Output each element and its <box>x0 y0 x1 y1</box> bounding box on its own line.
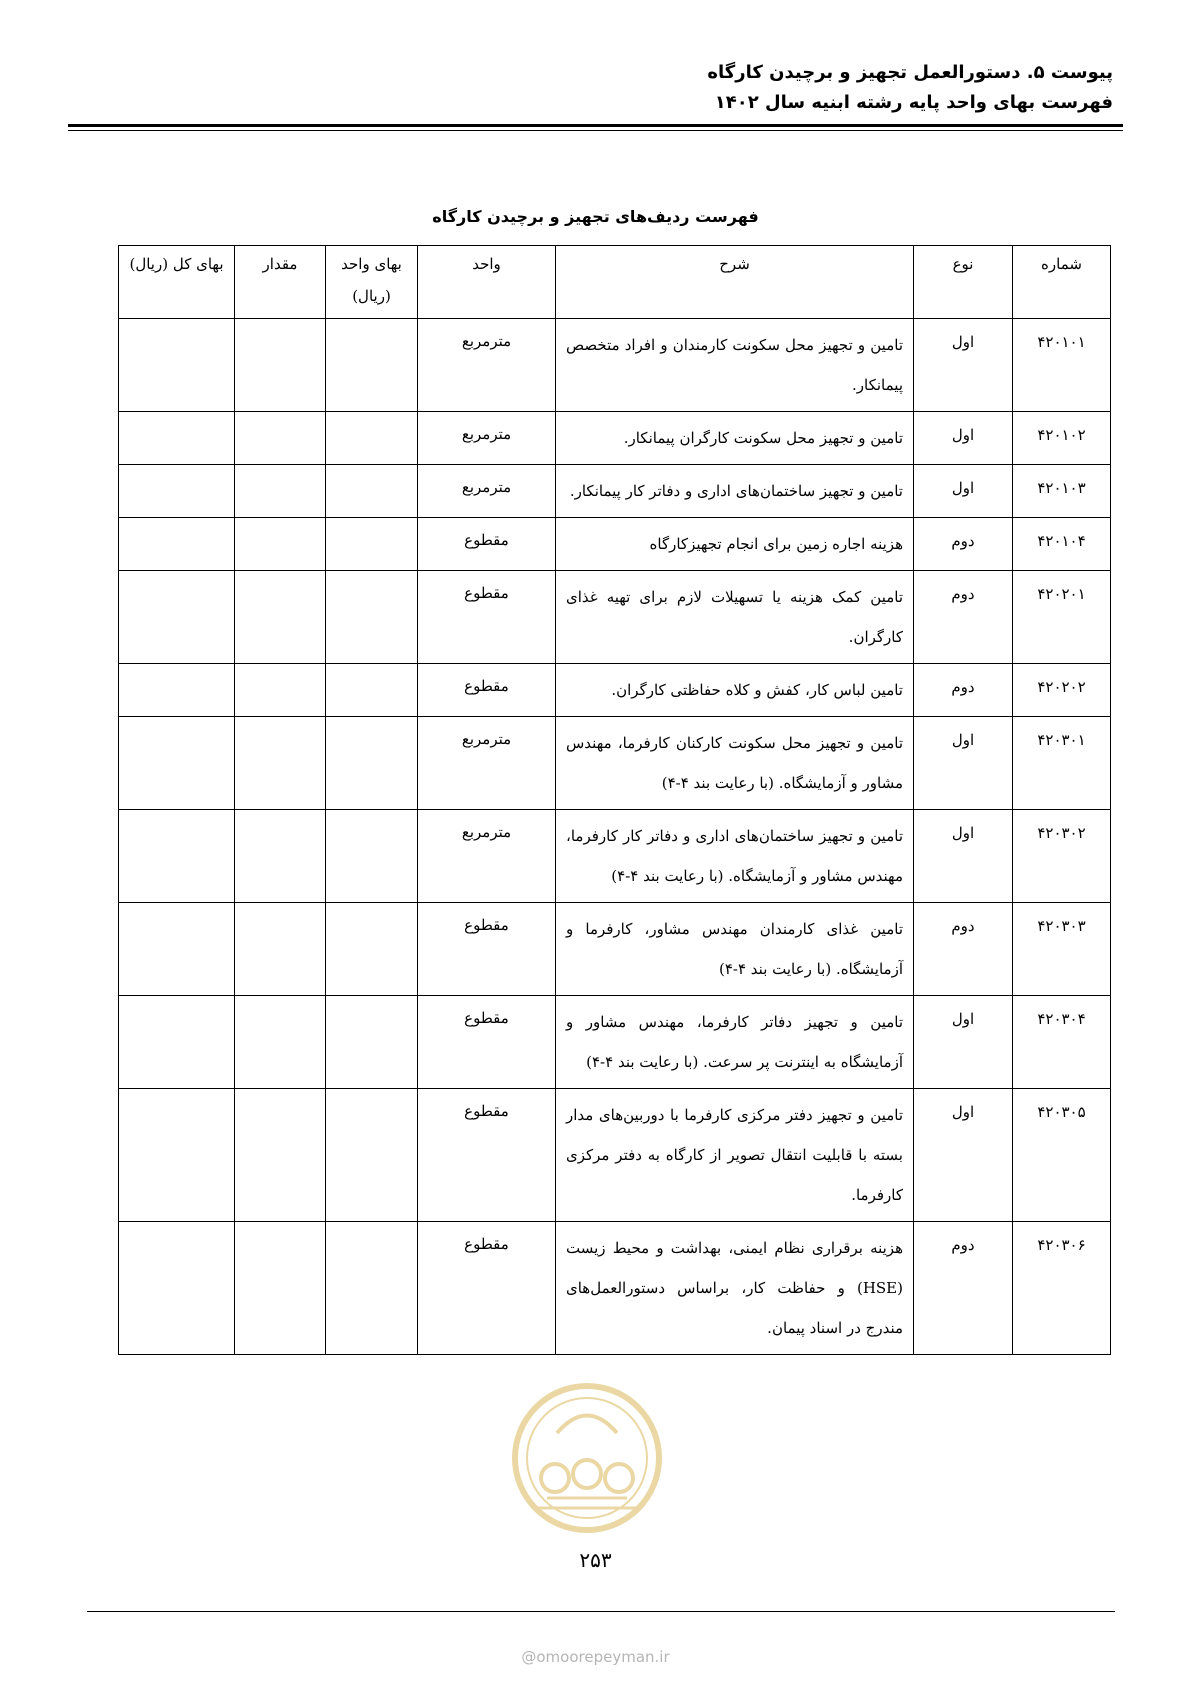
row-quantity <box>235 1089 326 1222</box>
row-quantity <box>235 465 326 518</box>
row-unit: مقطوع <box>418 518 556 571</box>
table-header-row <box>119 246 1111 319</box>
page-number: ۲۵۳ <box>579 1548 612 1572</box>
table-row <box>119 717 1111 810</box>
table-title: فهرست ردیف‌های تجهیز و برچیدن کارگاه <box>432 207 759 226</box>
col-quantity: مقدار <box>235 246 326 319</box>
row-type: دوم <box>914 518 1013 571</box>
col-unit: واحد <box>418 246 556 319</box>
page-header <box>68 58 1123 131</box>
row-unit: مترمربع <box>418 319 556 412</box>
row-quantity <box>235 717 326 810</box>
row-description: تامین و تجهیز دفاتر کارفرما، مهندس مشاور و آزمایشگاه به اینترنت پر سرعت. (با رعایت بند ۴-۴) <box>556 996 914 1089</box>
row-total-price <box>119 810 235 903</box>
row-description: تامین غذای کارمندان مهندس مشاور، کارفرما و آزمایشگاه. (با رعایت بند ۴-۴) <box>556 903 914 996</box>
row-quantity <box>235 664 326 717</box>
row-unit-price <box>326 412 418 465</box>
table-row <box>119 465 1111 518</box>
table-row <box>119 996 1111 1089</box>
row-quantity <box>235 319 326 412</box>
row-description: تامین کمک هزینه یا تسهیلات لازم برای تهیه غذای کارگران. <box>556 571 914 664</box>
row-unit: مترمربع <box>418 412 556 465</box>
col-unit-price: بهای واحد (ریال) <box>326 246 418 319</box>
footer-url: @omoorepeyman.ir <box>521 1648 670 1666</box>
col-description: شرح <box>556 246 914 319</box>
row-unit-price <box>326 664 418 717</box>
header-rule-thick <box>68 124 1123 127</box>
row-total-price <box>119 903 235 996</box>
row-description: تامین و تجهیز دفتر مرکزی کارفرما با دوربین‌های مدار بسته با قابلیت انتقال تصویر از کارگاه به دفتر مرکزی کارفرما. <box>556 1089 914 1222</box>
row-unit: مقطوع <box>418 996 556 1089</box>
row-type: دوم <box>914 664 1013 717</box>
row-unit-price <box>326 571 418 664</box>
row-quantity <box>235 996 326 1089</box>
row-number: ۴۲۰۳۰۶ <box>1013 1222 1111 1355</box>
row-type: اول <box>914 465 1013 518</box>
row-quantity <box>235 810 326 903</box>
row-type: دوم <box>914 1222 1013 1355</box>
row-total-price <box>119 996 235 1089</box>
row-unit: مقطوع <box>418 1222 556 1355</box>
row-type: دوم <box>914 571 1013 664</box>
table-row <box>119 903 1111 996</box>
table-row <box>119 1089 1111 1222</box>
row-total-price <box>119 664 235 717</box>
row-type: اول <box>914 810 1013 903</box>
items-table <box>118 245 1111 1355</box>
row-description: تامین و تجهیز محل سکونت کارمندان و افراد متخصص پیمانکار. <box>556 319 914 412</box>
row-total-price <box>119 1089 235 1222</box>
watermark-logo <box>507 1378 667 1538</box>
row-type: اول <box>914 319 1013 412</box>
row-number: ۴۲۰۳۰۳ <box>1013 903 1111 996</box>
row-quantity <box>235 571 326 664</box>
col-total-price: بهای کل (ریال) <box>119 246 235 319</box>
row-unit-price <box>326 1222 418 1355</box>
row-number: ۴۲۰۳۰۴ <box>1013 996 1111 1089</box>
row-number: ۴۲۰۱۰۴ <box>1013 518 1111 571</box>
row-number: ۴۲۰۳۰۱ <box>1013 717 1111 810</box>
row-unit-price <box>326 903 418 996</box>
row-type: اول <box>914 412 1013 465</box>
row-total-price <box>119 465 235 518</box>
row-unit: مقطوع <box>418 664 556 717</box>
header-subtitle: فهرست بهای واحد پایه رشته ابنیه سال ۱۴۰۲ <box>714 92 1113 113</box>
row-description: تامین و تجهیز محل سکونت کارگران پیمانکار. <box>556 412 914 465</box>
header-title: پیوست ۵. دستورالعمل تجهیز و برچیدن کارگاه <box>707 62 1113 83</box>
row-unit-price <box>326 465 418 518</box>
row-description: هزینه برقراری نظام ایمنی، بهداشت و محیط زیست (HSE) و حفاظت کار، براساس دستورالعمل‌های مندرج در اسناد پیمان. <box>556 1222 914 1355</box>
row-total-price <box>119 1222 235 1355</box>
table-row <box>119 810 1111 903</box>
row-unit: مقطوع <box>418 903 556 996</box>
table-row <box>119 1222 1111 1355</box>
table-row <box>119 319 1111 412</box>
row-unit-price <box>326 1089 418 1222</box>
row-number: ۴۲۰۳۰۲ <box>1013 810 1111 903</box>
row-number: ۴۲۰۳۰۵ <box>1013 1089 1111 1222</box>
row-number: ۴۲۰۱۰۱ <box>1013 319 1111 412</box>
row-unit: مقطوع <box>418 571 556 664</box>
row-total-price <box>119 412 235 465</box>
row-unit-price <box>326 518 418 571</box>
row-number: ۴۲۰۱۰۲ <box>1013 412 1111 465</box>
row-description: تامین لباس کار، کفش و کلاه حفاظتی کارگران. <box>556 664 914 717</box>
row-total-price <box>119 717 235 810</box>
row-unit-price <box>326 319 418 412</box>
table-row <box>119 518 1111 571</box>
col-type: نوع <box>914 246 1013 319</box>
row-unit-price <box>326 717 418 810</box>
row-unit-price <box>326 810 418 903</box>
row-description: تامین و تجهیز ساختمان‌های اداری و دفاتر کار پیمانکار. <box>556 465 914 518</box>
row-description: تامین و تجهیز محل سکونت کارکنان کارفرما، مهندس مشاور و آزمایشگاه. (با رعایت بند ۴-۴) <box>556 717 914 810</box>
row-unit: مترمربع <box>418 810 556 903</box>
row-total-price <box>119 571 235 664</box>
row-number: ۴۲۰۱۰۳ <box>1013 465 1111 518</box>
table-row <box>119 664 1111 717</box>
row-unit-price <box>326 996 418 1089</box>
row-quantity <box>235 518 326 571</box>
table-row <box>119 571 1111 664</box>
row-description: هزینه اجاره زمین برای انجام تجهیزکارگاه <box>556 518 914 571</box>
footer-rule <box>87 1611 1115 1612</box>
row-type: دوم <box>914 903 1013 996</box>
col-number: شماره <box>1013 246 1111 319</box>
row-unit: مترمربع <box>418 465 556 518</box>
row-unit: مترمربع <box>418 717 556 810</box>
header-rule-thin <box>68 130 1123 131</box>
row-quantity <box>235 412 326 465</box>
row-quantity <box>235 903 326 996</box>
row-number: ۴۲۰۲۰۲ <box>1013 664 1111 717</box>
row-type: اول <box>914 1089 1013 1222</box>
row-total-price <box>119 518 235 571</box>
row-type: اول <box>914 717 1013 810</box>
table-row <box>119 412 1111 465</box>
row-total-price <box>119 319 235 412</box>
row-quantity <box>235 1222 326 1355</box>
row-description: تامین و تجهیز ساختمان‌های اداری و دفاتر کار کارفرما، مهندس مشاور و آزمایشگاه. (با رعایت بند ۴-۴) <box>556 810 914 903</box>
row-unit: مقطوع <box>418 1089 556 1222</box>
row-number: ۴۲۰۲۰۱ <box>1013 571 1111 664</box>
row-type: اول <box>914 996 1013 1089</box>
